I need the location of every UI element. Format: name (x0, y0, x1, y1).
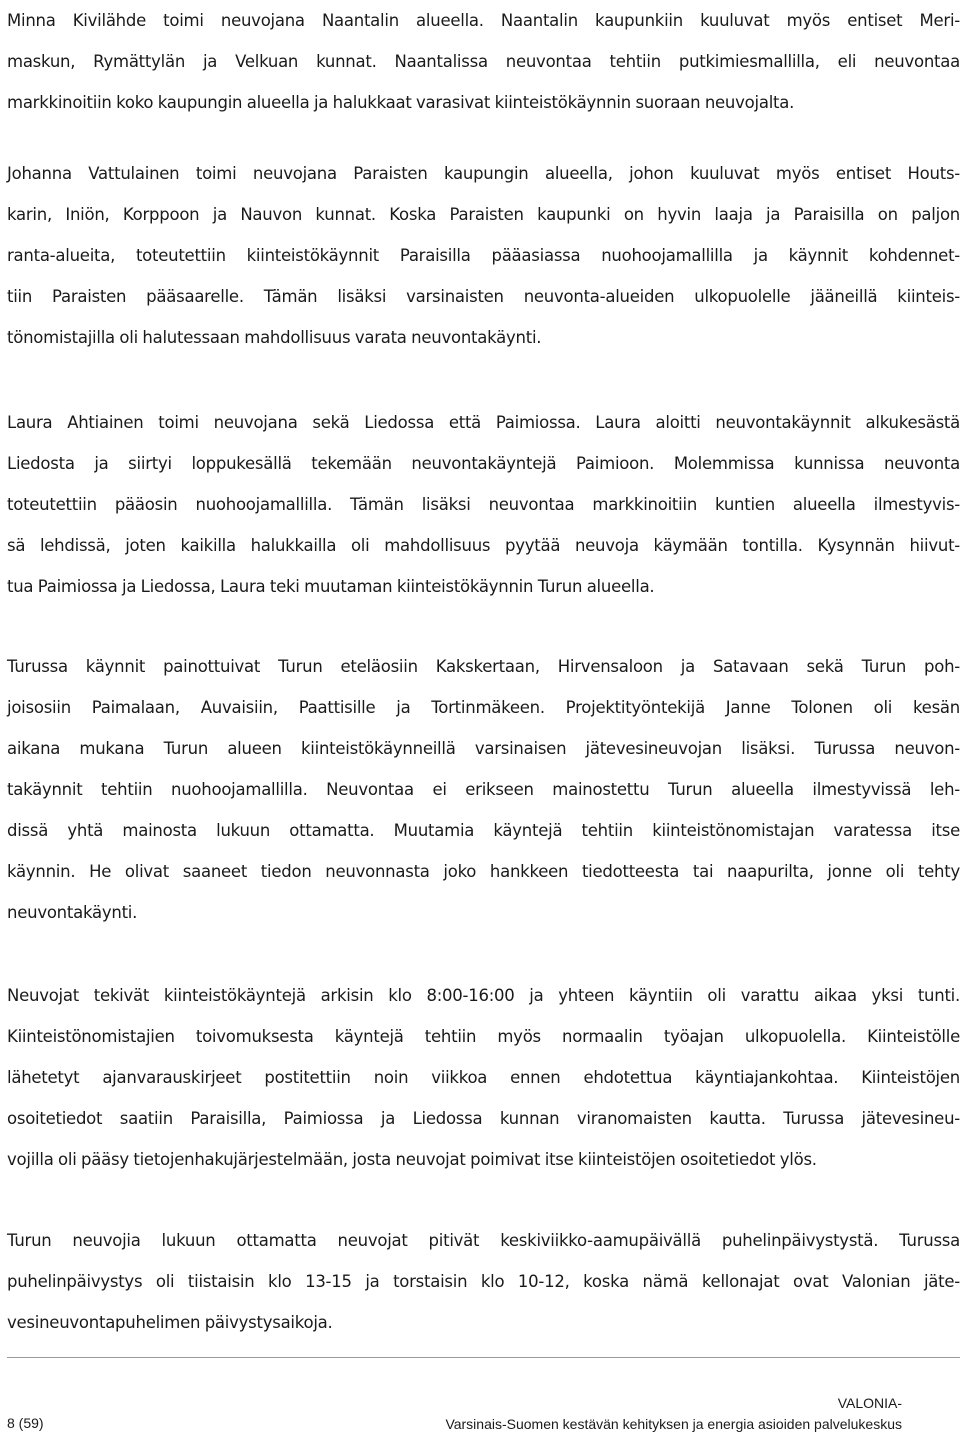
footer-org-line: VALONIA- (837, 1395, 902, 1411)
text-line: joisosiin Paimalaan, Auvaisiin, Paattisille ja Tortinmäkeen. Projektityöntekijä Janne Tolonen oli kesän (7, 698, 960, 717)
paragraph-phone-service (7, 1220, 960, 1343)
text-line: lähetetyt ajanvarauskirjeet postitettiin noin viikkoa ennen ehdotettua käyntiajankohtaa. Kiinteistöjen (7, 1068, 960, 1087)
text-line: vesineuvontapuhelimen päivystysaikoja. (7, 1313, 333, 1332)
text-line: Minna Kivilähde toimi neuvojana Naantalin alueella. Naantalin kaupunkiin kuuluvat myös entiset Meri- (7, 11, 960, 30)
text-line: Turun neuvojia lukuun ottamatta neuvojat pitivät keskiviikko-aamupäivällä puhelinpäivystystä. Turussa (7, 1231, 960, 1250)
footer-org-line: Varsinais-Suomen kestävän kehityksen ja energia asioiden palvelukeskus (445, 1416, 902, 1432)
text-line: dissä yhtä mainosta lukuun ottamatta. Muutamia käyntejä tehtiin kiinteistönomistajan varatessa itse (7, 821, 960, 840)
text-line: tönomistajilla oli halutessaan mahdollisuus varata neuvontakäynti. (7, 328, 542, 347)
paragraph-turku (7, 646, 960, 933)
text-line: Johanna Vattulainen toimi neuvojana Paraisten kaupungin alueella, johon kuuluvat myös entiset Houts- (7, 164, 960, 183)
paragraph-visit-times (7, 975, 960, 1180)
paragraph-parainen (7, 153, 960, 358)
text-line: maskun, Rymättylän ja Velkuan kunnat. Naantalissa neuvontaa tehtiin putkimiesmallilla, eli neuvontaa (7, 52, 960, 71)
text-line: takäynnit tehtiin nuohoojamallilla. Neuvontaa ei erikseen mainostettu Turun alueella ilmestyvissä leh- (7, 780, 960, 799)
page-number: 8 (59) (7, 1415, 44, 1431)
footer-organization (302, 1393, 902, 1435)
paragraph-lieto-paimio (7, 402, 960, 607)
text-line: Neuvojat tekivät kiinteistökäyntejä arkisin klo 8:00-16:00 ja yhteen käyntiin oli varattu aikaa yksi tunti. (7, 986, 960, 1005)
text-line: markkinoitiin koko kaupungin alueella ja halukkaat varasivat kiinteistökäynnin suoraan neuvojalta. (7, 93, 795, 112)
text-line: aikana mukana Turun alueen kiinteistökäynneillä varsinaisen jätevesineuvojan lisäksi. Turussa neuvon- (7, 739, 960, 758)
text-line: karin, Iniön, Korppoon ja Nauvon kunnat. Koska Paraisten kaupunki on hyvin laaja ja Paraisilla on paljon (7, 205, 960, 224)
text-line: tua Paimiossa ja Liedossa, Laura teki muutaman kiinteistökäynnin Turun alueella. (7, 577, 655, 596)
text-line: osoitetiedot saatiin Paraisilla, Paimiossa ja Liedossa kunnan viranomaisten kautta. Turussa jätevesineu- (7, 1109, 960, 1128)
text-line: Liedosta ja siirtyi loppukesällä tekemään neuvontakäyntejä Paimioon. Molemmissa kunnissa neuvonta (7, 454, 960, 473)
text-line: neuvontakäynti. (7, 903, 138, 922)
text-line: puhelinpäivystys oli tiistaisin klo 13-15 ja torstaisin klo 10-12, koska nämä kellonajat ovat Valonian jäte- (7, 1272, 960, 1291)
text-line: toteutettiin pääosin nuohoojamallilla. Tämän lisäksi neuvontaa markkinoitiin kuntien alueella ilmestyvis- (7, 495, 960, 514)
text-line: käynnin. He olivat saaneet tiedon neuvonnasta joko hankkeen tiedotteesta tai naapurilta, jonne oli tehty (7, 862, 960, 881)
text-line: Kiinteistönomistajien toivomuksesta käyntejä tehtiin myös normaalin työajan ulkopuolella. Kiinteistölle (7, 1027, 960, 1046)
text-line: ranta-alueita, toteutettiin kiinteistökäynnit Paraisilla pääasiassa nuohoojamallilla ja käynnit kohdennet- (7, 246, 960, 265)
footer-divider (7, 1357, 960, 1358)
text-line: tiin Paraisten pääsaarelle. Tämän lisäksi varsinaisten neuvonta-alueiden ulkopuolelle jääneillä kiinteis- (7, 287, 960, 306)
text-line: vojilla oli pääsy tietojenhakujärjestelmään, josta neuvojat poimivat itse kiinteistöjen osoitetiedot ylös. (7, 1150, 817, 1169)
text-line: sä lehdissä, joten kaikilla halukkailla oli mahdollisuus pyytää neuvoja käymään tontilla. Kysynnän hiivut- (7, 536, 960, 555)
text-line: Laura Ahtiainen toimi neuvojana sekä Liedossa että Paimiossa. Laura aloitti neuvontakäynnit alkukesästä (7, 413, 960, 432)
text-line: Turussa käynnit painottuivat Turun eteläosiin Kakskertaan, Hirvensaloon ja Satavaan sekä Turun poh- (7, 657, 960, 676)
paragraph-naantali (7, 0, 960, 123)
